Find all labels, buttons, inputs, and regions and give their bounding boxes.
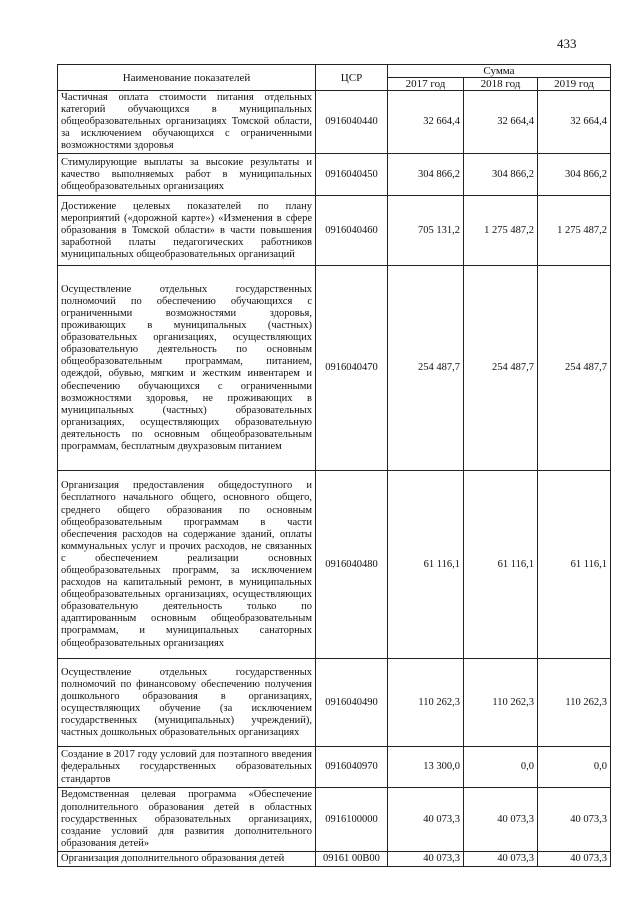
row-value-2017: 40 073,3 — [388, 851, 464, 866]
row-code: 0916040440 — [316, 91, 388, 154]
row-value-2019: 40 073,3 — [538, 788, 611, 851]
row-value-2019: 0,0 — [538, 747, 611, 788]
row-value-2017: 110 262,3 — [388, 659, 464, 747]
row-value-2018: 254 487,7 — [464, 266, 538, 471]
row-name: Создание в 2017 году условий для поэтапного введения федеральных государственных образовательных стандартов — [58, 747, 316, 788]
row-name: Достижение целевых показателей по плану мероприятий («дорожной карте») «Изменения в сфере образования в Томской области» в части повышения заработной платы педагогических работников муниципальных общеобразовательных организаций — [58, 196, 316, 266]
row-value-2019: 304 866,2 — [538, 154, 611, 196]
row-code: 0916040970 — [316, 747, 388, 788]
row-name: Частичная оплата стоимости питания отдельных категорий обучающихся в муниципальных общеобразовательных организациях Томской области, за исключением обучающихся с ограниченными возможностями здоровья — [58, 91, 316, 154]
row-value-2018: 40 073,3 — [464, 851, 538, 866]
row-value-2019: 40 073,3 — [538, 851, 611, 866]
row-value-2019: 32 664,4 — [538, 91, 611, 154]
row-value-2017: 304 866,2 — [388, 154, 464, 196]
row-code: 0916040470 — [316, 266, 388, 471]
row-value-2017: 40 073,3 — [388, 788, 464, 851]
row-name: Осуществление отдельных государственных полномочий по обеспечению обучающихся с ограниченными возможностями здоровья, проживающих в муниципальных (частных) образовательных организациях, осуществляющих образовательную деятельность по основным общеобразовательным программам, питанием, одеждой, обувью, мягким и жестким инвентарем и обеспечению обучающихся с ограниченными возможностями здоровья, не проживающих в муниципальных (частных) образовательных организациях, осуществляющих образовательную деятельность по основным общеобразовательным программам, бесплатным двухразовым питанием — [58, 266, 316, 471]
row-value-2018: 0,0 — [464, 747, 538, 788]
row-code: 0916040450 — [316, 154, 388, 196]
row-code: 0916040460 — [316, 196, 388, 266]
table-row — [58, 851, 611, 866]
row-value-2018: 61 116,1 — [464, 471, 538, 659]
table-row — [58, 747, 611, 788]
row-value-2017: 705 131,2 — [388, 196, 464, 266]
table-row — [58, 91, 611, 154]
table-row — [58, 266, 611, 471]
row-value-2019: 1 275 487,2 — [538, 196, 611, 266]
page-number: 433 — [557, 36, 577, 51]
budget-table — [57, 64, 611, 867]
header-year-2017: 2017 год — [388, 78, 464, 91]
row-value-2019: 110 262,3 — [538, 659, 611, 747]
row-code: 0916100000 — [316, 788, 388, 851]
row-code: 0916040490 — [316, 659, 388, 747]
table-row — [58, 788, 611, 851]
row-name: Осуществление отдельных государственных полномочий по финансовому обеспечению получения дошкольного образования в организациях, осуществляющих обучение (за исключением государственных (муниципальных) учреждений), частных дошкольных образовательных организациях — [58, 659, 316, 747]
row-value-2017: 254 487,7 — [388, 266, 464, 471]
header-code: ЦСР — [316, 65, 388, 91]
header-row-top — [58, 65, 611, 78]
row-name: Стимулирующие выплаты за высокие результаты и качество выполняемых работ в муниципальных общеобразовательных организациях — [58, 154, 316, 196]
row-name: Ведомственная целевая программа «Обеспечение дополнительного образования детей в областных государственных образовательных организациях, создание условий для развития дополнительного образования детей» — [58, 788, 316, 851]
row-value-2019: 61 116,1 — [538, 471, 611, 659]
row-value-2018: 1 275 487,2 — [464, 196, 538, 266]
row-value-2018: 40 073,3 — [464, 788, 538, 851]
header-sum: Сумма — [388, 65, 611, 78]
table-row — [58, 196, 611, 266]
header-year-2019: 2019 год — [538, 78, 611, 91]
row-value-2017: 32 664,4 — [388, 91, 464, 154]
row-value-2017: 61 116,1 — [388, 471, 464, 659]
row-value-2017: 13 300,0 — [388, 747, 464, 788]
row-name: Организация дополнительного образования детей — [58, 851, 316, 866]
row-value-2018: 32 664,4 — [464, 91, 538, 154]
row-code: 09161 00В00 — [316, 851, 388, 866]
row-value-2018: 110 262,3 — [464, 659, 538, 747]
row-value-2019: 254 487,7 — [538, 266, 611, 471]
header-year-2018: 2018 год — [464, 78, 538, 91]
table-row — [58, 471, 611, 659]
row-value-2018: 304 866,2 — [464, 154, 538, 196]
header-name: Наименование показателей — [58, 65, 316, 91]
table-row — [58, 659, 611, 747]
row-name: Организация предоставления общедоступного и бесплатного начального общего, основного общего, среднего общего образования по основным общеобразовательным программам в части обеспечения расходов на содержание зданий, оплаты коммунальных услуг и прочих расходов, не связанных с обеспечением реализации основных общеобразовательных программ, за исключением расходов на капитальный ремонт, в муниципальных общеобразовательных организациях, осуществляющих образовательную деятельность только по адаптированным основным общеобразовательным программам, и муниципальных санаторных общеобразовательных организациях — [58, 471, 316, 659]
table-row — [58, 154, 611, 196]
row-code: 0916040480 — [316, 471, 388, 659]
